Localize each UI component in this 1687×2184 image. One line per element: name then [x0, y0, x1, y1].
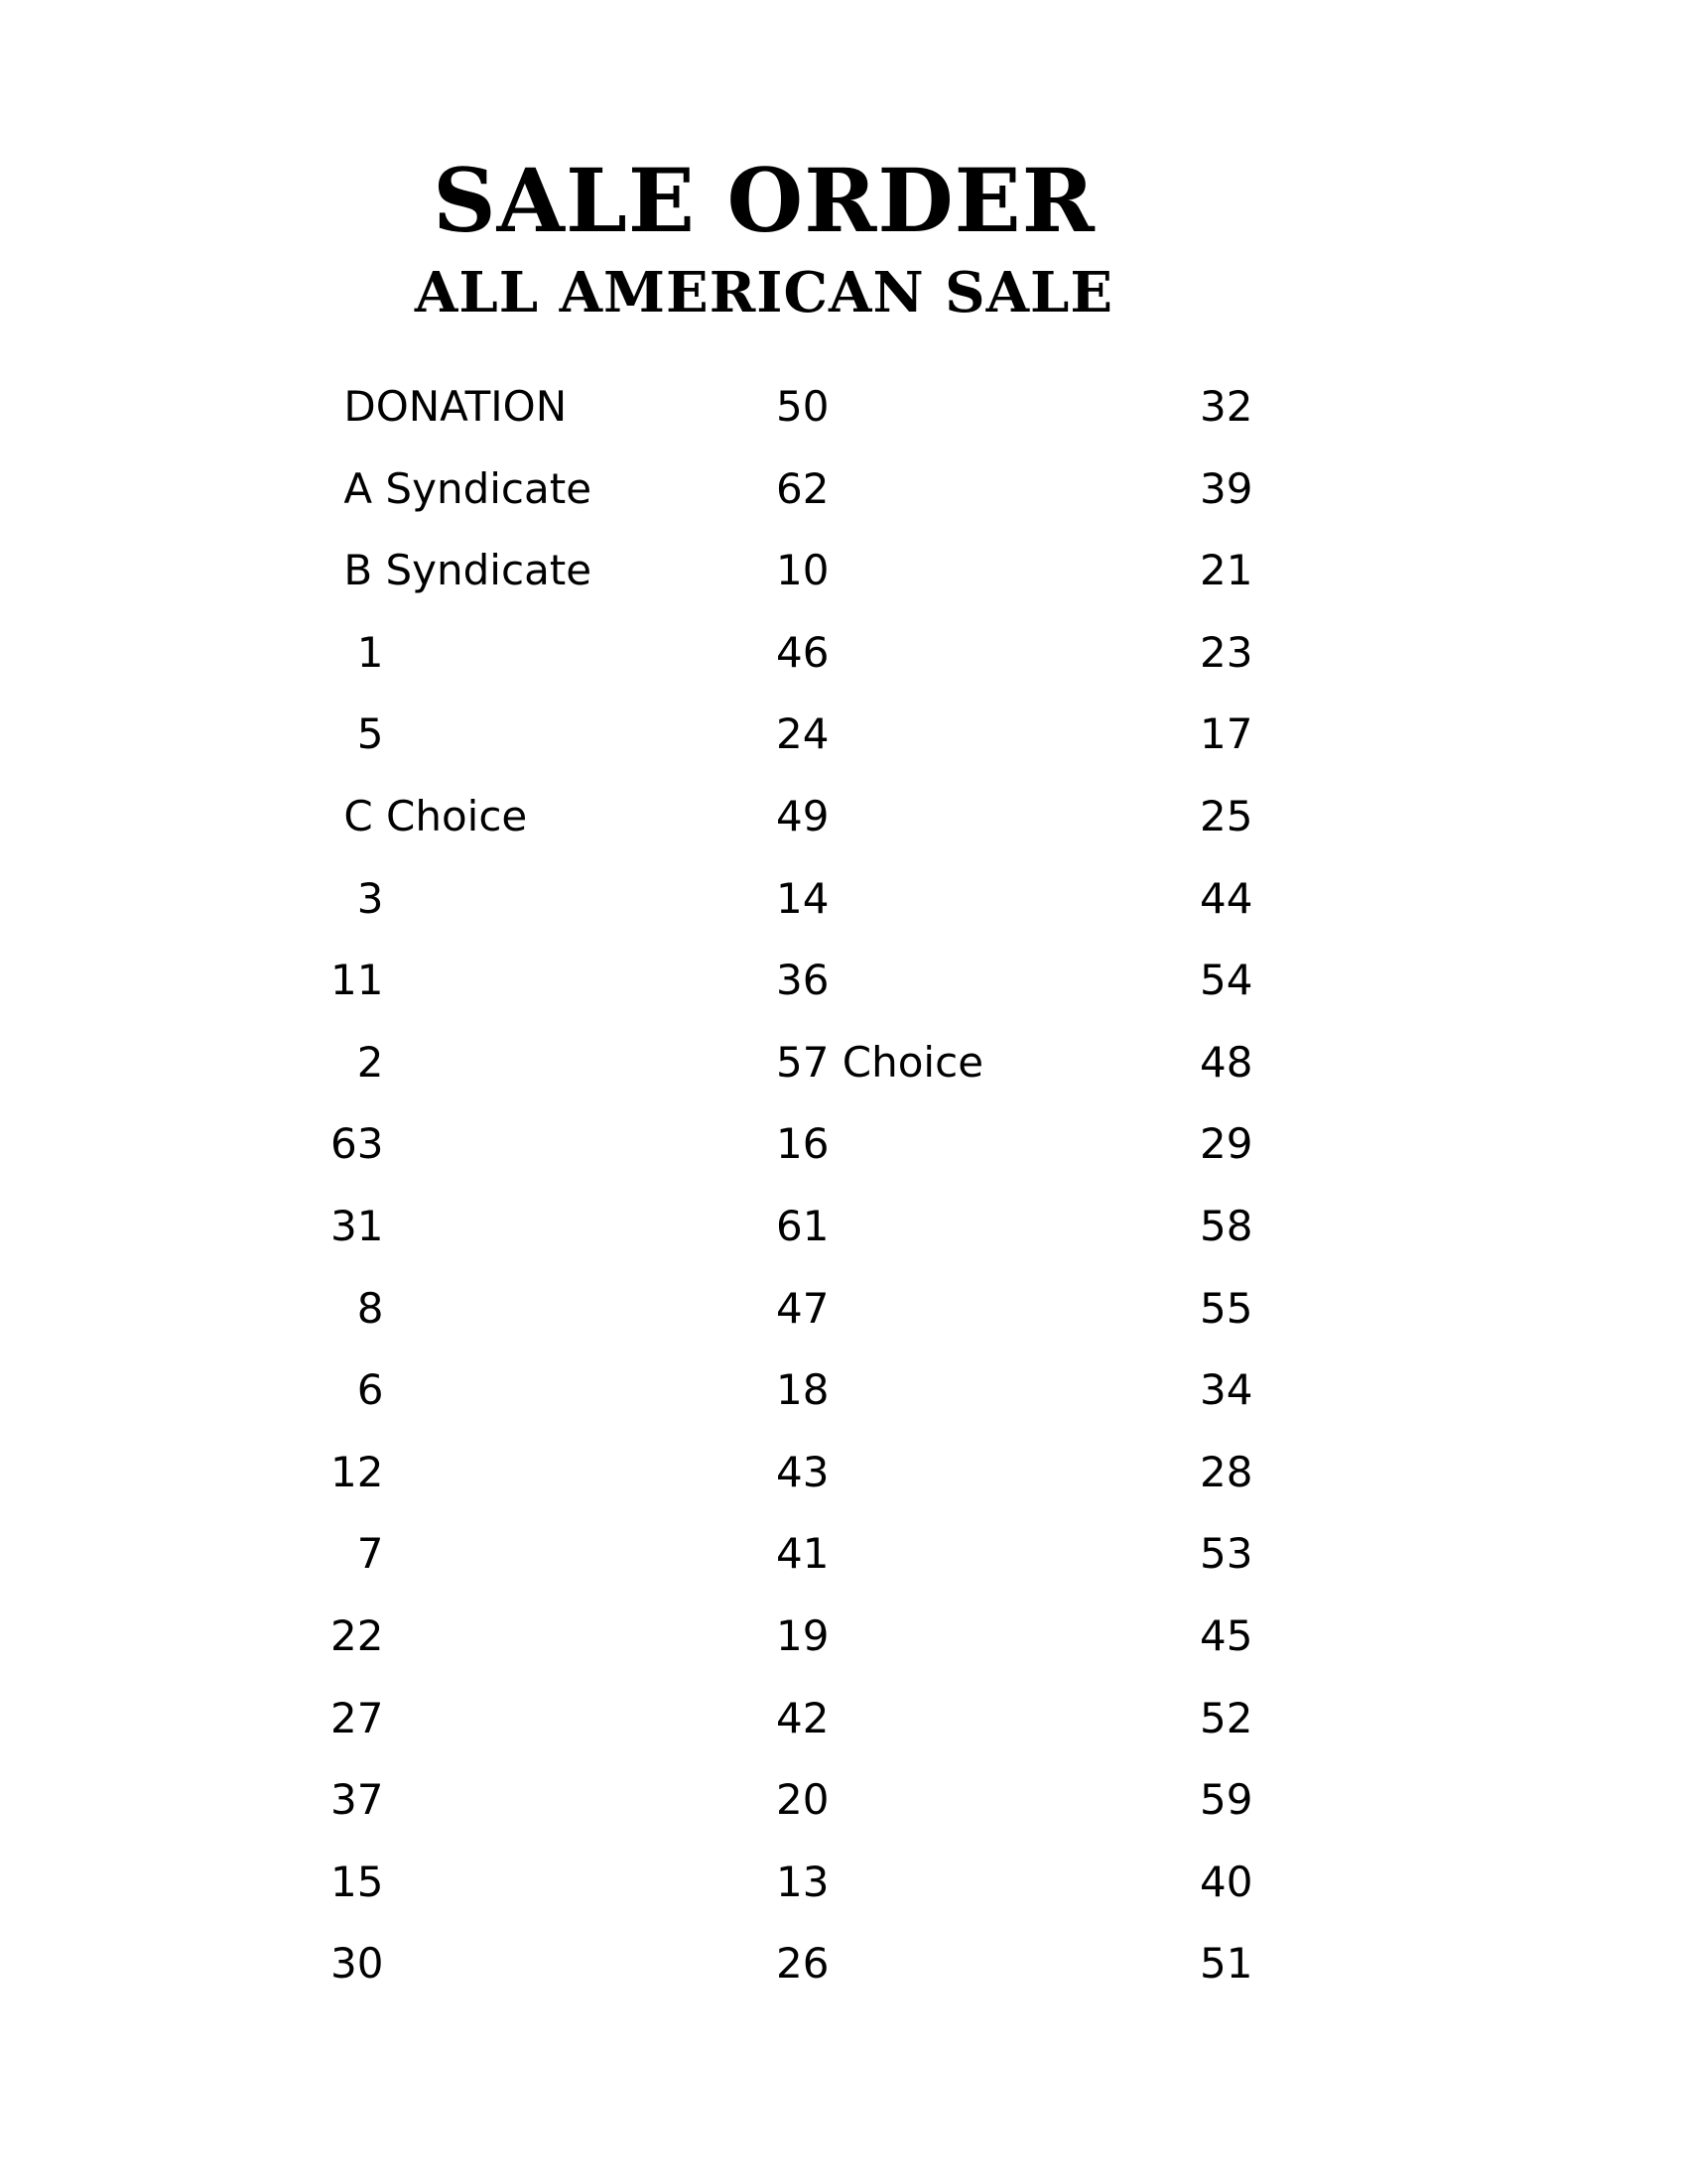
order-entry-col2: 57 Choice — [776, 1037, 984, 1087]
order-entry-col1: 2 — [330, 1037, 384, 1087]
order-entry-col2: 49 — [776, 792, 830, 840]
order-entry-col1: 30 — [330, 1939, 384, 1989]
order-entry-col1: 63 — [330, 1119, 384, 1169]
order-entry-col2: 50 — [776, 382, 830, 431]
order-entry-col3: 55 — [1200, 1283, 1253, 1333]
order-entry-col2: 13 — [776, 1857, 830, 1906]
order-entry-col3: 48 — [1200, 1037, 1253, 1087]
order-entry-col1: 11 — [330, 956, 384, 1005]
order-entry-col1: 1 — [330, 627, 384, 677]
order-entry-col1: 6 — [330, 1365, 384, 1415]
order-entry-col1: A Syndicate — [330, 463, 592, 513]
order-entry-col2: 14 — [776, 873, 830, 923]
order-entry-col1: 7 — [330, 1529, 384, 1579]
order-entry-col1: B Syndicate — [330, 546, 592, 595]
order-entry-col3: 32 — [1200, 382, 1253, 431]
order-entry-col3: 34 — [1200, 1365, 1253, 1415]
order-entry-col1: DONATION — [330, 382, 568, 431]
order-entry-col2: 24 — [776, 709, 830, 759]
order-entry-col3: 53 — [1200, 1529, 1253, 1579]
order-entry-col3: 45 — [1200, 1611, 1253, 1660]
order-entry-col2: 20 — [776, 1775, 830, 1825]
order-entry-col2: 61 — [776, 1202, 830, 1250]
page-title: SALE ORDER — [433, 149, 1096, 252]
order-entry-col2: 42 — [776, 1693, 830, 1742]
page-subtitle: ALL AMERICAN SALE — [414, 260, 1114, 325]
order-entry-col1: 3 — [330, 873, 384, 923]
order-entry-col2: 18 — [776, 1365, 830, 1415]
order-entry-col3: 44 — [1200, 873, 1253, 923]
order-entry-col3: 25 — [1200, 792, 1253, 840]
order-entry-col1: 8 — [330, 1283, 384, 1333]
order-entry-col1: 27 — [330, 1693, 384, 1742]
order-entry-col1: 15 — [330, 1857, 384, 1906]
order-entry-col3: 28 — [1200, 1447, 1253, 1496]
order-entry-col2: 46 — [776, 627, 830, 677]
order-entry-col2: 62 — [776, 463, 830, 513]
order-entry-col3: 40 — [1200, 1857, 1253, 1906]
order-entry-col2: 41 — [776, 1529, 830, 1579]
order-entry-col2: 47 — [776, 1283, 830, 1333]
order-entry-col3: 58 — [1200, 1202, 1253, 1250]
order-entry-col3: 23 — [1200, 627, 1253, 677]
order-entry-col1: 31 — [330, 1202, 384, 1250]
order-entry-col2: 43 — [776, 1447, 830, 1496]
order-entry-col3: 59 — [1200, 1775, 1253, 1825]
order-entry-col1: 37 — [330, 1775, 384, 1825]
order-entry-col3: 39 — [1200, 463, 1253, 513]
order-entry-col1: 5 — [330, 709, 384, 759]
order-entry-col3: 29 — [1200, 1119, 1253, 1169]
order-entry-col3: 21 — [1200, 546, 1253, 595]
order-entry-col2: 26 — [776, 1939, 830, 1989]
order-entry-col3: 17 — [1200, 709, 1253, 759]
order-entry-col3: 54 — [1200, 956, 1253, 1005]
order-entry-col2: 19 — [776, 1611, 830, 1660]
order-entry-col3: 51 — [1200, 1939, 1253, 1989]
order-entry-col2: 10 — [776, 546, 830, 595]
order-entry-col2: 16 — [776, 1119, 830, 1169]
order-entry-col1: C Choice — [330, 792, 528, 840]
order-entry-col3: 52 — [1200, 1693, 1253, 1742]
order-entry-col2: 36 — [776, 956, 830, 1005]
order-entry-col1: 22 — [330, 1611, 384, 1660]
order-entry-col1: 12 — [330, 1447, 384, 1496]
